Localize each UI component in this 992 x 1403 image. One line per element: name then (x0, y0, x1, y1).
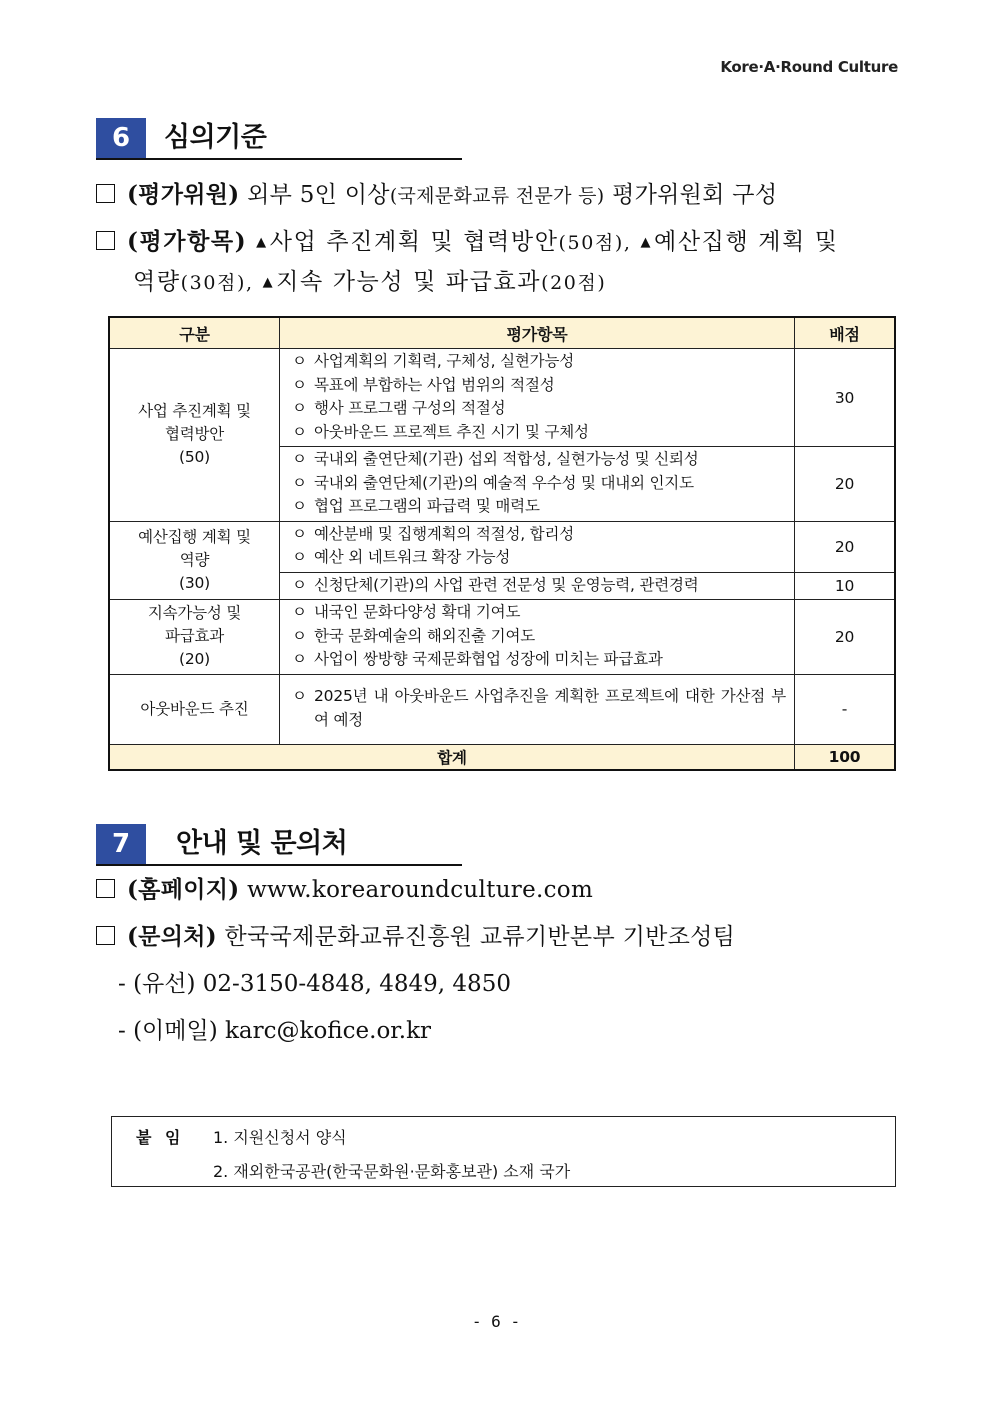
attachments-label: 붙 임 (136, 1128, 185, 1147)
bullet-circle-icon: ㅇ (292, 603, 307, 621)
criteria-line-2 (133, 267, 606, 298)
row-score: 20 (795, 447, 896, 522)
row-category: 사업 추진계획 및 협력방안 (50) (109, 349, 280, 522)
evaluators-label: (평가위원) (127, 181, 240, 208)
contact-line (96, 922, 735, 952)
evaluators-note: (국제문화교류 전문가 등) (389, 185, 605, 207)
row-category: 아웃바운드 추진 (109, 674, 280, 744)
row-items: ㅇ 국내외 출연단체(기관) 섭외 적합성, 실현가능성 및 신뢰성 ㅇ 국내외 출연단체(기관)의 예술적 우수성 및 대내외 인지도 ㅇ 협업 프로그램의 파급력 및 매력도 (280, 447, 795, 522)
bullet-circle-icon: ㅇ (292, 422, 307, 441)
row-score: 20 (795, 600, 896, 675)
evaluators-text-end: 평가위원회 구성 (612, 182, 778, 208)
phone-line: - (유선) 02-3150-4848, 4849, 4850 (118, 971, 511, 997)
page-number: - 6 - (471, 1312, 521, 1331)
header-score: 배점 (795, 317, 896, 349)
evaluators-line (96, 180, 777, 211)
bullet-circle-icon: ㅇ (292, 575, 307, 594)
header-items: 평가항목 (280, 317, 795, 349)
row-category: 지속가능성 및 파급효과 (20) (109, 600, 280, 675)
header-brand: Kore·A·Round Culture (720, 58, 898, 76)
bullet-circle-icon: ㅇ (292, 375, 307, 394)
bullet-circle-icon: ㅇ (292, 626, 307, 645)
row-score: 20 (795, 521, 896, 572)
table-header-row (109, 317, 895, 349)
section-title: 안내 및 문의처 (176, 828, 348, 859)
row-items: ㅇ 신청단체(기관)의 사업 관련 전문성 및 운영능력, 관련경력 (280, 572, 795, 600)
table-row (109, 521, 895, 572)
criteria-label: (평가항목) (127, 228, 248, 255)
checkbox-square-icon (96, 231, 115, 250)
header-category: 구분 (109, 317, 280, 349)
total-score: 100 (795, 744, 896, 770)
section-title: 심의기준 (164, 122, 267, 153)
criteria-c: 지속 가능성 및 파급효과 (276, 269, 542, 295)
criteria-b-cont: 역량 (133, 269, 181, 295)
bullet-circle-icon: ㅇ (292, 524, 307, 543)
triangle-icon: ▲ (256, 235, 268, 250)
checkbox-square-icon (96, 926, 115, 945)
contact-org: 한국국제문화교류진흥원 교류기반본부 기반조성팀 (224, 924, 736, 950)
row-items: ㅇ 사업계획의 기획력, 구체성, 실현가능성 ㅇ 목표에 부합하는 사업 범위의 적절성 ㅇ 행사 프로그램 구성의 적절성 ㅇ 아웃바운드 프로젝트 추진 시기 및 구체성 (280, 349, 795, 447)
bullet-circle-icon: ㅇ (292, 548, 307, 566)
row-items: ㅇ 내국인 문화다양성 확대 기여도 ㅇ 한국 문화예술의 해외진출 기여도 ㅇ 사업이 쌍방향 국제문화협업 성장에 미치는 파급효과 (280, 600, 795, 675)
section-number: 7 (96, 824, 146, 864)
evaluation-table (108, 316, 896, 771)
total-label: 합계 (109, 744, 795, 770)
row-category: 예산집행 계획 및 역량 (30) (109, 521, 280, 600)
bullet-circle-icon: ㅇ (292, 352, 307, 370)
bullet-circle-icon: ㅇ (292, 497, 307, 515)
triangle-icon: ▲ (640, 235, 653, 250)
criteria-a: 사업 추진계획 및 협력방안 (269, 229, 559, 255)
table-row (109, 600, 895, 675)
bullet-circle-icon: ㅇ (292, 399, 307, 417)
row-score: 30 (795, 349, 896, 447)
bullet-circle-icon: ㅇ (292, 473, 307, 492)
contact-label: (문의처) (127, 923, 217, 950)
criteria-b: 예산집행 계획 및 (654, 229, 839, 255)
row-items: ㅇ 2025년 내 아웃바운드 사업추진을 계획한 프로젝트에 대한 가산점 부여 예정 (280, 674, 795, 744)
attachment-item: 1. 지원신청서 양식 (213, 1128, 347, 1147)
row-score: - (795, 674, 896, 744)
criteria-a-points: (50점), (558, 232, 632, 254)
checkbox-square-icon (96, 184, 115, 203)
section-number: 6 (96, 118, 146, 158)
criteria-line (96, 227, 839, 258)
email-line[interactable]: - (이메일) karc@kofice.or.kr (118, 1018, 432, 1044)
checkbox-square-icon (96, 879, 115, 898)
homepage-link[interactable]: www.korearoundculture.com (247, 877, 594, 903)
attachment-item: 2. 재외한국공관(한국문화원·문화홍보관) 소재 국가 (213, 1162, 571, 1181)
table-row (109, 674, 895, 744)
section-6-heading (96, 118, 462, 160)
row-score: 10 (795, 572, 896, 600)
row-items: ㅇ 예산분배 및 집행계획의 적절성, 합리성 ㅇ 예산 외 네트워크 확장 가능성 (280, 521, 795, 572)
bullet-circle-icon: ㅇ (292, 650, 307, 668)
bullet-circle-icon: ㅇ (292, 687, 307, 705)
homepage-line (96, 875, 593, 905)
section-7-heading (96, 824, 462, 866)
triangle-icon: ▲ (262, 275, 275, 290)
criteria-c-points: (20점) (541, 272, 607, 294)
attachments-box (111, 1116, 896, 1187)
homepage-label: (홈페이지) (127, 876, 240, 903)
criteria-b-points: (30점), (180, 272, 254, 294)
evaluators-text: 외부 5인 이상 (247, 182, 390, 208)
table-total-row (109, 744, 895, 770)
table-row (109, 349, 895, 447)
bullet-circle-icon: ㅇ (292, 450, 307, 468)
